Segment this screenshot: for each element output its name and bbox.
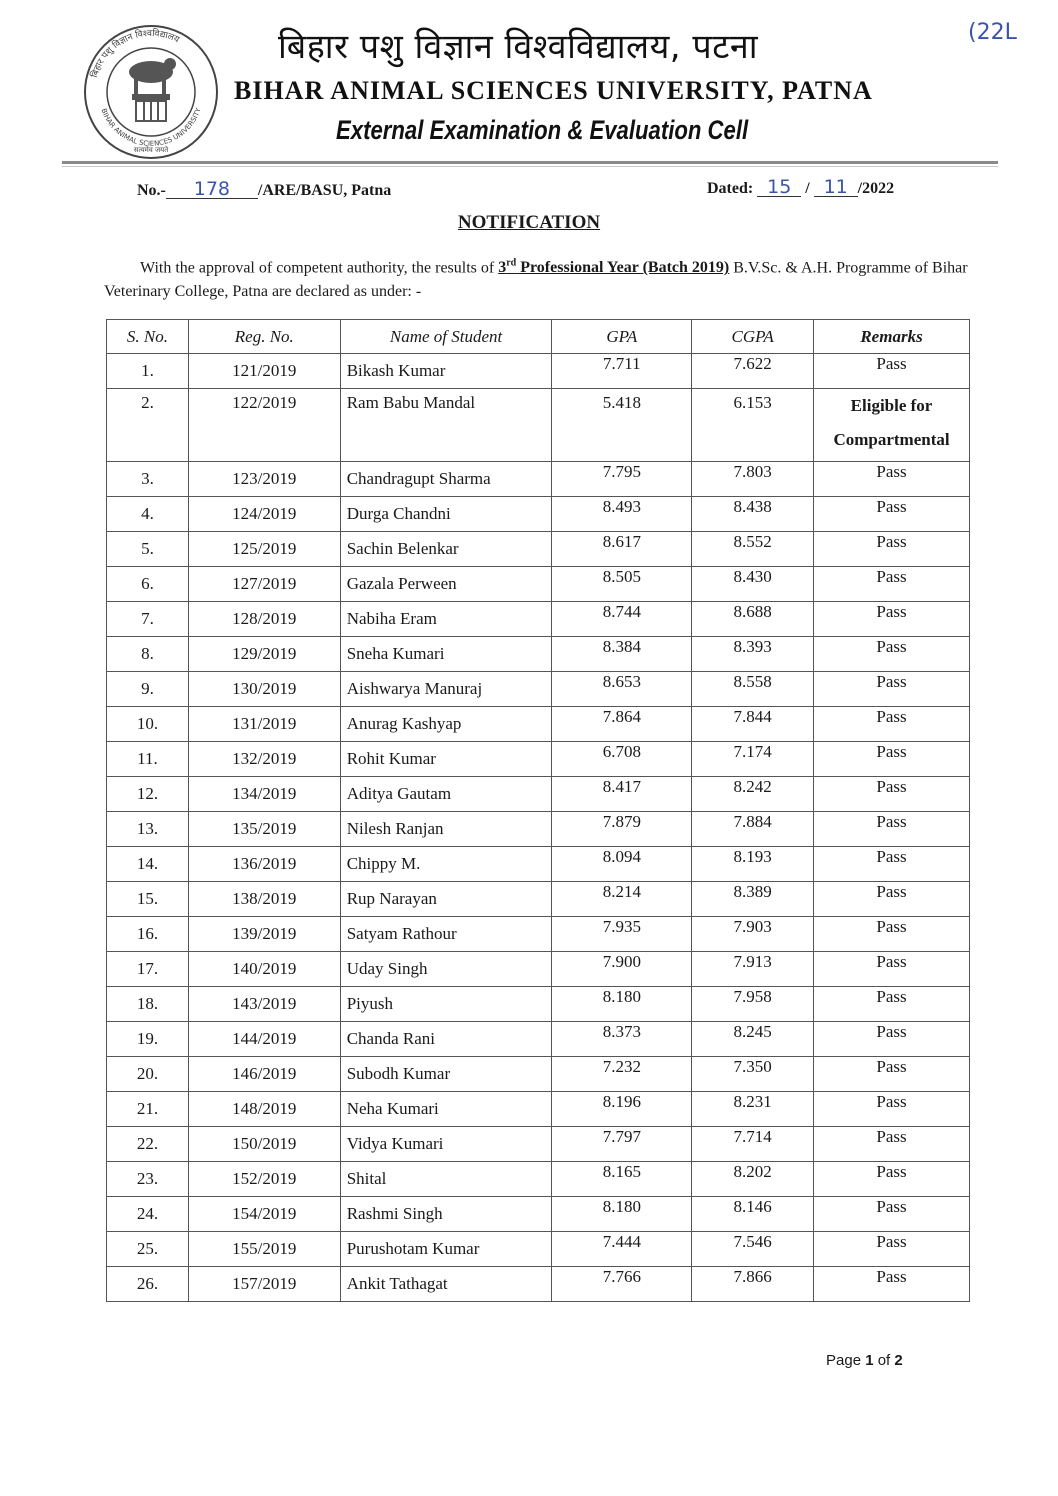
cell-cgpa: 8.438 [692,497,814,532]
university-seal-logo [78,22,224,162]
cell-sno: 11. [107,742,189,777]
cell-reg: 157/2019 [188,1267,340,1302]
date-day: 15 [757,178,801,197]
cell-gpa: 8.384 [552,637,692,672]
cell-remarks: Pass [814,917,970,952]
cell-cgpa: 7.884 [692,812,814,847]
col-sno: S. No. [107,320,189,354]
cell-name: Chanda Rani [340,1022,552,1057]
cell-remarks: Eligible for Compartmental [814,389,970,462]
university-title-hindi: बिहार पशु विज्ञान विश्वविद्यालय, पटना [278,27,759,67]
cell-cgpa: 7.903 [692,917,814,952]
cell-gpa: 7.444 [552,1232,692,1267]
table-row [107,1232,970,1267]
cell-sno: 7. [107,602,189,637]
date-year: /2022 [857,180,895,197]
cell-cgpa: 7.350 [692,1057,814,1092]
cell-title: External Examination & Evaluation Cell [336,115,749,145]
cell-cgpa: 8.146 [692,1197,814,1232]
cell-name: Piyush [340,987,552,1022]
cell-name: Ankit Tathagat [340,1267,552,1302]
cell-sno: 9. [107,672,189,707]
cell-gpa: 7.935 [552,917,692,952]
cell-gpa: 7.864 [552,707,692,742]
cell-sno: 17. [107,952,189,987]
page-number: Page 1 of 2 [826,1352,903,1369]
header-divider [62,161,998,164]
table-row [107,637,970,672]
table-row [107,1092,970,1127]
table-row [107,497,970,532]
cell-cgpa: 8.688 [692,602,814,637]
cell-remarks: Pass [814,812,970,847]
cell-cgpa: 7.844 [692,707,814,742]
cell-name: Rohit Kumar [340,742,552,777]
table-row [107,777,970,812]
table-row [107,1197,970,1232]
cell-gpa: 8.214 [552,882,692,917]
no-value: 178 [166,180,258,199]
cell-remarks: Pass [814,882,970,917]
cell-name: Sneha Kumari [340,637,552,672]
cell-sno: 3. [107,462,189,497]
table-row [107,917,970,952]
cell-reg: 122/2019 [188,389,340,462]
cell-cgpa: 7.546 [692,1232,814,1267]
cell-reg: 123/2019 [188,462,340,497]
cell-remarks: Pass [814,462,970,497]
cell-gpa: 8.617 [552,532,692,567]
cell-remarks: Pass [814,1162,970,1197]
table-row [107,882,970,917]
cell-sno: 23. [107,1162,189,1197]
cell-gpa: 8.493 [552,497,692,532]
cell-gpa: 8.094 [552,847,692,882]
cell-gpa: 8.744 [552,602,692,637]
cell-name: Rup Narayan [340,882,552,917]
university-title-english: BIHAR ANIMAL SCIENCES UNIVERSITY, PATNA [234,76,873,105]
header-divider-thin [62,166,998,167]
cell-gpa: 8.165 [552,1162,692,1197]
cell-cgpa: 7.714 [692,1127,814,1162]
cell-remarks: Pass [814,637,970,672]
cell-remarks: Pass [814,672,970,707]
cell-sno: 14. [107,847,189,882]
cell-remarks: Pass [814,1022,970,1057]
cell-gpa: 8.417 [552,777,692,812]
cell-name: Nabiha Eram [340,602,552,637]
cell-name: Bikash Kumar [340,354,552,389]
cell-sno: 12. [107,777,189,812]
cell-remarks: Pass [814,1057,970,1092]
cell-remarks: Pass [814,707,970,742]
table-row [107,462,970,497]
cell-cgpa: 8.552 [692,532,814,567]
cell-cgpa: 8.393 [692,637,814,672]
table-row [107,672,970,707]
cell-remarks: Pass [814,1127,970,1162]
cell-reg: 130/2019 [188,672,340,707]
table-row [107,707,970,742]
cell-name: Aishwarya Manuraj [340,672,552,707]
dated-label: Dated: [707,180,754,197]
cell-gpa: 7.879 [552,812,692,847]
cell-cgpa: 8.389 [692,882,814,917]
cell-sno: 5. [107,532,189,567]
cell-cgpa: 6.153 [692,389,814,462]
cell-gpa: 7.797 [552,1127,692,1162]
col-cgpa: CGPA [692,320,814,354]
table-row [107,389,970,462]
table-row [107,812,970,847]
reference-number [137,180,391,200]
cell-reg: 134/2019 [188,777,340,812]
cell-name: Chandragupt Sharma [340,462,552,497]
cell-cgpa: 8.242 [692,777,814,812]
cell-remarks: Pass [814,354,970,389]
cell-sno: 13. [107,812,189,847]
table-header-row [107,320,970,354]
cell-cgpa: 8.558 [692,672,814,707]
cell-reg: 138/2019 [188,882,340,917]
table-row [107,354,970,389]
table-row [107,742,970,777]
cell-gpa: 5.418 [552,389,692,462]
cell-name: Chippy M. [340,847,552,882]
cell-name: Rashmi Singh [340,1197,552,1232]
cell-name: Shital [340,1162,552,1197]
table-row [107,602,970,637]
cell-sno: 8. [107,637,189,672]
cell-cgpa: 7.622 [692,354,814,389]
table-row [107,987,970,1022]
table-row [107,1057,970,1092]
cell-gpa: 8.505 [552,567,692,602]
table-row [107,1127,970,1162]
table-row [107,847,970,882]
date-sep: / [805,180,810,197]
cell-remarks: Pass [814,987,970,1022]
cell-cgpa: 8.245 [692,1022,814,1057]
cell-name: Neha Kumari [340,1092,552,1127]
cell-name: Nilesh Ranjan [340,812,552,847]
col-gpa: GPA [552,320,692,354]
cell-name: Anurag Kashyap [340,707,552,742]
handwritten-mark: (22L [968,20,1017,45]
reference-date [707,178,894,198]
cell-name: Durga Chandni [340,497,552,532]
cell-gpa: 8.196 [552,1092,692,1127]
cell-remarks: Pass [814,742,970,777]
notification-intro: With the approval of competent authority, the results of 3rd Professional Year (Batch 2019) B.V.Sc. & A.H. Programme of Bihar Veterinary College, Patna are declared as under: - [104,258,968,301]
cell-name: Satyam Rathour [340,917,552,952]
svg-text:सत्यमेव जयते: सत्यमेव जयते [133,146,169,154]
cell-sno: 25. [107,1232,189,1267]
cell-remarks: Pass [814,567,970,602]
cell-gpa: 7.900 [552,952,692,987]
cell-gpa: 8.180 [552,1197,692,1232]
cell-cgpa: 8.430 [692,567,814,602]
cell-cgpa: 7.913 [692,952,814,987]
cell-gpa: 7.795 [552,462,692,497]
cell-reg: 132/2019 [188,742,340,777]
cell-reg: 121/2019 [188,354,340,389]
cell-reg: 150/2019 [188,1127,340,1162]
cell-reg: 144/2019 [188,1022,340,1057]
cell-sno: 26. [107,1267,189,1302]
cell-gpa: 7.766 [552,1267,692,1302]
results-table [106,319,970,1302]
cell-cgpa: 7.958 [692,987,814,1022]
col-remarks: Remarks [814,320,970,354]
cell-remarks: Pass [814,952,970,987]
cell-remarks: Pass [814,1232,970,1267]
cell-reg: 125/2019 [188,532,340,567]
cell-reg: 131/2019 [188,707,340,742]
cell-sno: 21. [107,1092,189,1127]
cell-remarks: Pass [814,1267,970,1302]
cell-gpa: 8.373 [552,1022,692,1057]
cell-remarks: Pass [814,532,970,567]
cell-reg: 136/2019 [188,847,340,882]
cell-name: Ram Babu Mandal [340,389,552,462]
cell-cgpa: 7.866 [692,1267,814,1302]
date-month: 11 [814,178,858,197]
no-label: No.- [137,182,166,199]
table-row [107,1022,970,1057]
table-row [107,1162,970,1197]
cell-name: Subodh Kumar [340,1057,552,1092]
cell-reg: 143/2019 [188,987,340,1022]
cell-reg: 135/2019 [188,812,340,847]
cell-reg: 154/2019 [188,1197,340,1232]
cell-reg: 139/2019 [188,917,340,952]
table-row [107,1267,970,1302]
cell-name: Gazala Perween [340,567,552,602]
cell-gpa: 8.180 [552,987,692,1022]
cell-cgpa: 7.174 [692,742,814,777]
cell-cgpa: 8.193 [692,847,814,882]
cell-sno: 19. [107,1022,189,1057]
cell-sno: 16. [107,917,189,952]
cell-name: Vidya Kumari [340,1127,552,1162]
table-row [107,952,970,987]
cell-name: Sachin Belenkar [340,532,552,567]
cell-gpa: 6.708 [552,742,692,777]
cell-gpa: 8.653 [552,672,692,707]
cell-remarks: Pass [814,777,970,812]
cell-sno: 2. [107,389,189,462]
cell-sno: 20. [107,1057,189,1092]
cell-reg: 128/2019 [188,602,340,637]
cell-sno: 4. [107,497,189,532]
svg-text:बिहार पशु विज्ञान विश्वविद्याल: बिहार पशु विज्ञान विश्वविद्यालय [89,28,181,80]
no-suffix: /ARE/BASU, Patna [257,182,392,199]
cell-reg: 127/2019 [188,567,340,602]
cell-remarks: Pass [814,1092,970,1127]
col-name: Name of Student [340,320,552,354]
col-reg: Reg. No. [188,320,340,354]
cell-cgpa: 7.803 [692,462,814,497]
cell-sno: 1. [107,354,189,389]
cell-remarks: Pass [814,497,970,532]
cell-reg: 140/2019 [188,952,340,987]
cell-sno: 22. [107,1127,189,1162]
cell-sno: 24. [107,1197,189,1232]
table-row [107,532,970,567]
cell-gpa: 7.711 [552,354,692,389]
cell-cgpa: 8.202 [692,1162,814,1197]
cell-name: Purushotam Kumar [340,1232,552,1267]
cell-name: Uday Singh [340,952,552,987]
table-row [107,567,970,602]
cell-reg: 146/2019 [188,1057,340,1092]
cell-remarks: Pass [814,602,970,637]
cell-gpa: 7.232 [552,1057,692,1092]
cell-cgpa: 8.231 [692,1092,814,1127]
cell-reg: 129/2019 [188,637,340,672]
cell-sno: 6. [107,567,189,602]
cell-remarks: Pass [814,1197,970,1232]
intro-highlight: 3rd Professional Year (Batch 2019) [498,258,730,277]
cell-remarks: Pass [814,847,970,882]
svg-text:BIHAR ANIMAL SCIENCES UNIVERSI: BIHAR ANIMAL SCIENCES UNIVERSITY [99,106,203,148]
cell-reg: 155/2019 [188,1232,340,1267]
cell-name: Aditya Gautam [340,777,552,812]
cell-reg: 124/2019 [188,497,340,532]
cell-reg: 148/2019 [188,1092,340,1127]
cell-sno: 15. [107,882,189,917]
cell-sno: 10. [107,707,189,742]
cell-sno: 18. [107,987,189,1022]
notification-heading: NOTIFICATION [457,212,601,233]
cell-reg: 152/2019 [188,1162,340,1197]
